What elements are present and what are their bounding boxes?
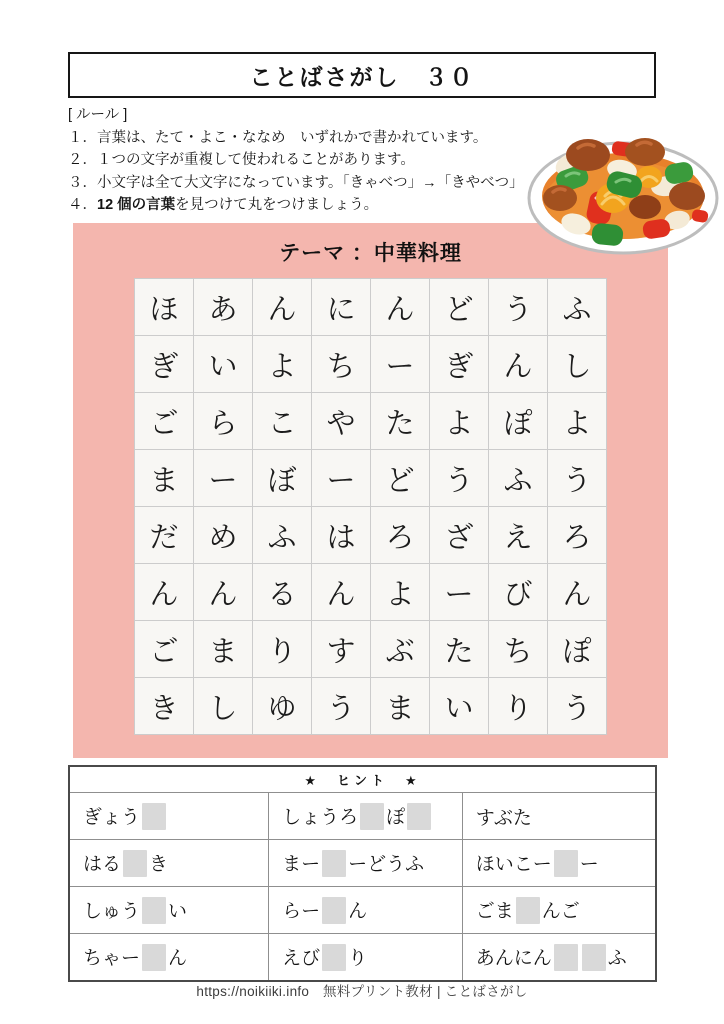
hint-cell-r1c1: [69, 793, 269, 840]
grid-cell-r5c7[interactable]: え: [489, 507, 548, 564]
grid-cell-r7c7[interactable]: ち: [489, 621, 548, 678]
hint-cell-r2c3: [462, 840, 656, 887]
grid-cell-r8c7[interactable]: り: [489, 678, 548, 735]
grid-cell-r7c5[interactable]: ぶ: [371, 621, 430, 678]
grid-cell-r7c2[interactable]: ま: [194, 621, 253, 678]
hint-text: まー: [282, 854, 321, 875]
grid-cell-r3c2[interactable]: ら: [194, 393, 253, 450]
grid-cell-r8c2[interactable]: し: [194, 678, 253, 735]
grid-row-1: [135, 279, 607, 336]
hint-text: んご: [541, 901, 580, 922]
grid-cell-r2c7[interactable]: ん: [489, 336, 548, 393]
footer-credit: https://noikiiki.info 無料プリント教材 | ことばさがし: [196, 984, 528, 999]
grid-cell-r3c4[interactable]: や: [312, 393, 371, 450]
rule-line-4: ４．12 個の言葉を見つけて丸をつけましょう。: [68, 197, 379, 213]
grid-row-2: [135, 336, 607, 393]
hint-blank-box: [516, 897, 540, 924]
grid-cell-r7c6[interactable]: た: [430, 621, 489, 678]
hint-blank-box: [582, 944, 606, 971]
grid-row-6: [135, 564, 607, 621]
rule-line-1: １．言葉は、たて・よこ・ななめ いずれかで書かれています。: [68, 129, 488, 146]
grid-cell-r5c3[interactable]: ふ: [253, 507, 312, 564]
hint-text: ぎょう: [83, 807, 141, 828]
grid-cell-r8c8[interactable]: う: [548, 678, 607, 735]
grid-cell-r3c1[interactable]: ご: [135, 393, 194, 450]
hint-text: ーどうふ: [348, 854, 425, 875]
hint-text: り: [348, 948, 368, 969]
grid-cell-r4c2[interactable]: ー: [194, 450, 253, 507]
grid-row-4: [135, 450, 607, 507]
letter-grid-body: [135, 279, 607, 735]
hint-blank-box: [142, 897, 166, 924]
grid-cell-r1c3[interactable]: ん: [253, 279, 312, 336]
grid-cell-r3c5[interactable]: た: [371, 393, 430, 450]
hint-text: ん: [348, 901, 368, 922]
grid-cell-r2c2[interactable]: い: [194, 336, 253, 393]
hint-cell-r4c1: [69, 934, 269, 982]
hint-text: しょうろ: [282, 807, 359, 828]
hint-text: すぶた: [475, 807, 532, 829]
hint-blank-box: [123, 850, 147, 877]
hint-cell-r4c3: [462, 934, 656, 982]
grid-cell-r8c4[interactable]: う: [312, 678, 371, 735]
grid-cell-r2c6[interactable]: ぎ: [430, 336, 489, 393]
grid-cell-r8c3[interactable]: ゆ: [253, 678, 312, 735]
hint-row-4: [69, 934, 656, 982]
hint-rows: [69, 793, 656, 982]
hint-cell-r4c2: [269, 934, 463, 982]
grid-cell-r6c6[interactable]: ー: [430, 564, 489, 621]
hint-blank-box: [322, 944, 346, 971]
grid-cell-r1c4[interactable]: に: [312, 279, 371, 336]
grid-cell-r2c1[interactable]: ぎ: [135, 336, 194, 393]
grid-cell-r1c6[interactable]: ど: [430, 279, 489, 336]
grid-cell-r4c8[interactable]: う: [548, 450, 607, 507]
grid-cell-r2c4[interactable]: ち: [312, 336, 371, 393]
hint-text: ちゃー: [83, 948, 141, 969]
hint-text: ふ: [607, 948, 627, 969]
grid-cell-r4c3[interactable]: ぼ: [253, 450, 312, 507]
grid-cell-r7c3[interactable]: り: [253, 621, 312, 678]
grid-cell-r4c6[interactable]: う: [430, 450, 489, 507]
hint-cell-r1c3: [462, 793, 656, 840]
grid-cell-r1c8[interactable]: ふ: [548, 279, 607, 336]
hint-cell-r1c2: [269, 793, 463, 840]
hint-cell-r2c1: [69, 840, 269, 887]
grid-cell-r6c2[interactable]: ん: [194, 564, 253, 621]
hint-text: ー: [579, 854, 599, 875]
grid-cell-r6c1[interactable]: ん: [135, 564, 194, 621]
grid-cell-r1c7[interactable]: う: [489, 279, 548, 336]
hint-text: えび: [282, 948, 321, 969]
hint-header-row: [69, 766, 656, 793]
grid-cell-r6c8[interactable]: ん: [548, 564, 607, 621]
grid-cell-r3c6[interactable]: よ: [430, 393, 489, 450]
title-box: [68, 52, 656, 98]
puzzle-panel: [73, 223, 668, 758]
hint-blank-box: [360, 803, 384, 830]
hint-blank-box: [322, 897, 346, 924]
hint-blank-box: [142, 803, 166, 830]
hint-text: ごま: [475, 901, 514, 922]
hint-text: ほいこー: [475, 854, 552, 875]
letter-grid: [134, 278, 607, 735]
hint-text: ぽ: [386, 807, 406, 828]
hint-text: ん: [168, 948, 188, 969]
rule-line-2: ２．１つの文字が重複して使われることがあります。: [68, 152, 415, 168]
grid-cell-r7c4[interactable]: す: [312, 621, 371, 678]
hint-row-2: [69, 840, 656, 887]
grid-cell-r4c1[interactable]: ま: [135, 450, 194, 507]
hint-row-3: [69, 887, 656, 934]
hint-cell-r3c3: [462, 887, 656, 934]
hint-blank-box: [142, 944, 166, 971]
grid-cell-r7c8[interactable]: ぽ: [548, 621, 607, 678]
hint-cell-r3c1: [69, 887, 269, 934]
page-title: ことばさがし ３０: [249, 63, 475, 90]
grid-cell-r3c3[interactable]: こ: [253, 393, 312, 450]
rules-section: [68, 104, 598, 217]
grid-row-3: [135, 393, 607, 450]
grid-cell-r8c5[interactable]: ま: [371, 678, 430, 735]
grid-cell-r6c5[interactable]: よ: [371, 564, 430, 621]
hint-text: はる: [83, 854, 122, 875]
grid-cell-r5c6[interactable]: ざ: [430, 507, 489, 564]
grid-cell-r2c8[interactable]: し: [548, 336, 607, 393]
hint-blank-box: [407, 803, 431, 830]
grid-cell-r1c5[interactable]: ん: [371, 279, 430, 336]
grid-cell-r6c3[interactable]: る: [253, 564, 312, 621]
grid-cell-r4c7[interactable]: ふ: [489, 450, 548, 507]
grid-cell-r5c5[interactable]: ろ: [371, 507, 430, 564]
hint-text: き: [149, 854, 169, 875]
hint-row-1: [69, 793, 656, 840]
grid-cell-r4c4[interactable]: ー: [312, 450, 371, 507]
grid-cell-r5c1[interactable]: だ: [135, 507, 194, 564]
grid-cell-r3c8[interactable]: よ: [548, 393, 607, 450]
hint-text: らー: [282, 901, 321, 922]
grid-row-7: [135, 621, 607, 678]
grid-cell-r5c2[interactable]: め: [194, 507, 253, 564]
grid-cell-r4c5[interactable]: ど: [371, 450, 430, 507]
theme-title: テーマ ：中華料理: [279, 242, 462, 265]
grid-cell-r8c1[interactable]: き: [135, 678, 194, 735]
hint-blank-box: [322, 850, 346, 877]
hint-blank-box: [554, 850, 578, 877]
grid-cell-r5c4[interactable]: は: [312, 507, 371, 564]
hint-header: ★ ヒント ★: [69, 766, 656, 793]
grid-cell-r3c7[interactable]: ぽ: [489, 393, 548, 450]
rule-line-3: ３．小文字は全て大文字になっています。「きゃべつ」→「きやべつ」: [68, 174, 524, 191]
grid-cell-r6c7[interactable]: び: [489, 564, 548, 621]
grid-cell-r7c1[interactable]: ご: [135, 621, 194, 678]
grid-row-5: [135, 507, 607, 564]
grid-cell-r1c1[interactable]: ほ: [135, 279, 194, 336]
food-illustration-icon: [526, 134, 720, 258]
grid-cell-r5c8[interactable]: ろ: [548, 507, 607, 564]
hint-text: あんにん: [475, 948, 552, 969]
hint-text: い: [168, 901, 188, 922]
hint-table: [68, 765, 657, 982]
grid-cell-r6c4[interactable]: ん: [312, 564, 371, 621]
hint-cell-r2c2: [269, 840, 463, 887]
grid-cell-r2c3[interactable]: よ: [253, 336, 312, 393]
grid-row-8: [135, 678, 607, 735]
grid-cell-r1c2[interactable]: あ: [194, 279, 253, 336]
grid-cell-r8c6[interactable]: い: [430, 678, 489, 735]
hint-cell-r3c2: [269, 887, 463, 934]
hint-text: しゅう: [83, 901, 141, 922]
grid-cell-r2c5[interactable]: ー: [371, 336, 430, 393]
rules-header: [ ルール ]: [68, 107, 128, 123]
hint-blank-box: [554, 944, 578, 971]
